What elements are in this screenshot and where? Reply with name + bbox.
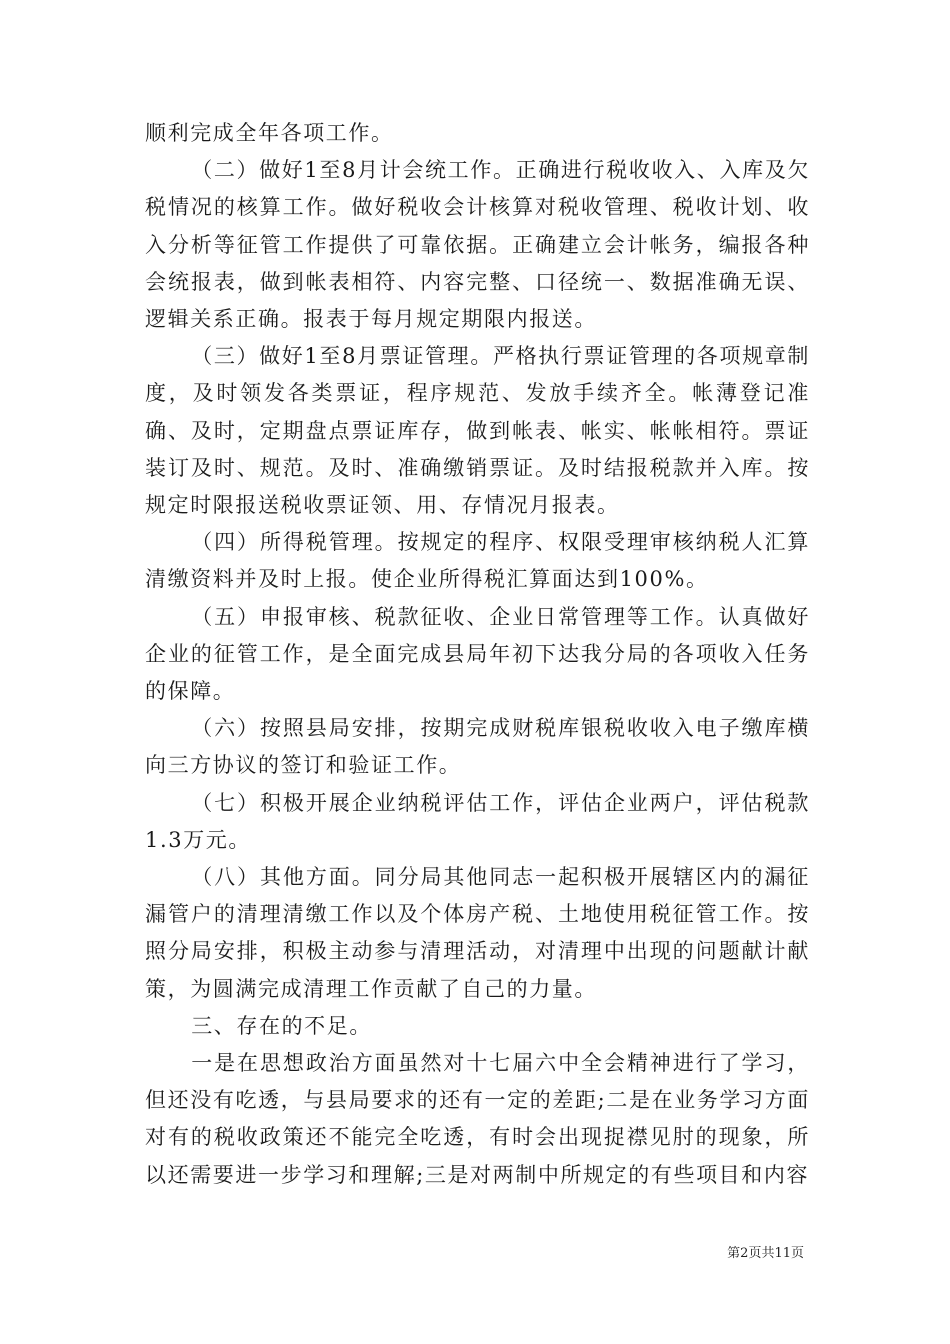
paragraph-tripartite-agreement: （六）按照县局安排，按期完成财税库银税收收入电子缴库横向三方协议的签订和验证工作。 bbox=[145, 716, 810, 778]
paragraph-receipt-management: （三）做好1至8月票证管理。严格执行票证管理的各项规章制度，及时领发各类票证，程序规范、发放手续齐全。帐薄登记准确、及时，定期盘点票证库存，做到帐表、帐实、帐帐相符。票证装订及时、规范。及时、准确缴销票证。及时结报税款并入库。按规定时限报送税收票证领、用、存情况月报表。 bbox=[145, 344, 810, 518]
paragraph-tax-assessment: （七）积极开展企业纳税评估工作，评估企业两户，评估税款1.3万元。 bbox=[145, 790, 810, 852]
page-number: 第2页共11页 bbox=[727, 1246, 804, 1261]
paragraph-declaration-review: （五）申报审核、税款征收、企业日常管理等工作。认真做好企业的征管工作，是全面完成县局年初下达我分局的各项收入任务的保障。 bbox=[145, 604, 810, 704]
paragraph-accounting-statistics: （二）做好1至8月计会统工作。正确进行税收收入、入库及欠税情况的核算工作。做好税收会计核算对税收管理、税收计划、收入分析等征管工作提供了可靠依据。正确建立会计帐务，编报各种会统报表，做到帐表相符、内容完整、口径统一、数据准确无误、逻辑关系正确。报表于每月规定期限内报送。 bbox=[145, 158, 810, 332]
paragraph-other-aspects: （八）其他方面。同分局其他同志一起积极开展辖区内的漏征漏管户的清理清缴工作以及个体房产税、土地使用税征管工作。按照分局安排，积极主动参与清理活动，对清理中出现的问题献计献策，为圆满完成清理工作贡献了自己的力量。 bbox=[145, 865, 810, 1001]
paragraph-income-tax: （四）所得税管理。按规定的程序、权限受理审核纳税人汇算清缴资料并及时上报。使企业所得税汇算面达到100%。 bbox=[145, 530, 810, 592]
paragraph-shortcomings: 一是在思想政治方面虽然对十七届六中全会精神进行了学习，但还没有吃透，与县局要求的还有一定的差距;二是在业务学习方面对有的税收政策还不能完全吃透，有时会出现捉襟见肘的现象，所以还需要进一步学习和理解;三是对两制中所规定的有些项目和内容 bbox=[145, 1051, 810, 1187]
section-heading-shortcomings: 三、存在的不足。 bbox=[191, 1013, 372, 1038]
document-body bbox=[145, 115, 810, 1194]
paragraph-continuation: 顺利完成全年各项工作。 bbox=[145, 121, 394, 145]
